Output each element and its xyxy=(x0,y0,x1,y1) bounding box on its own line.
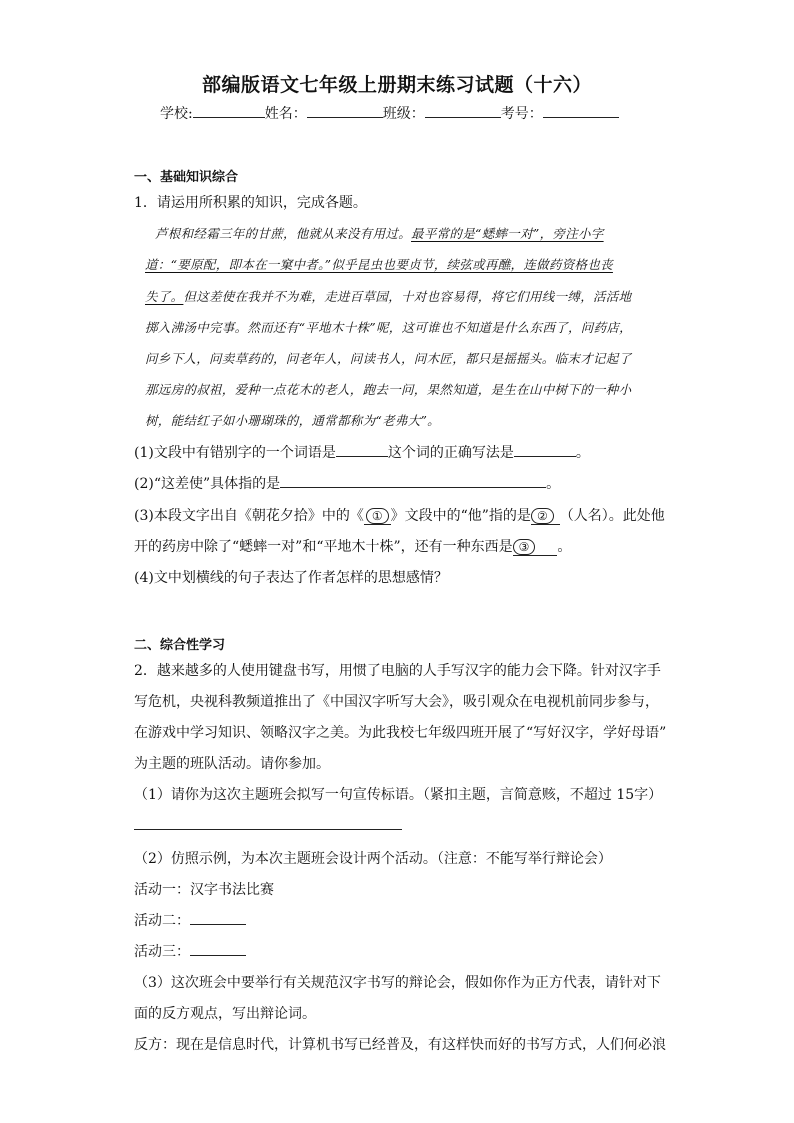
circled-number: ③ xyxy=(513,539,536,555)
name-blank[interactable] xyxy=(307,104,383,118)
circled-number: ① xyxy=(366,508,389,524)
answer-blank[interactable] xyxy=(280,487,546,488)
underlined-sentence: 道：“要原配，即本在一窠中者。”似乎昆虫也要贞节，续弦或再醮，连做药资格也丧 xyxy=(145,257,613,272)
passage-line-7: 树，能结红子如小珊瑚珠的，通常都称为“老弗大”。 xyxy=(145,413,440,428)
part-2-prompt: （2）仿照示例，为本次主题班会设计两个活动。（注意：不能写举行辩论会） xyxy=(134,851,612,867)
opposing-view: 反方：现在是信息时代，计算机书写已经普及，有这样快而好的书写方式，人们何必浪 xyxy=(134,1037,666,1053)
answer-blank[interactable] xyxy=(514,456,576,457)
passage-text: 芦根和经霜三年的甘蔗，他就从来没有用过。 xyxy=(155,226,412,241)
underlined-sentence: 最平常的是“蟋蟀一对”，旁注小字 xyxy=(411,226,604,241)
section-heading-2: 二、综合性学习 xyxy=(134,638,226,653)
slogan-answer-line[interactable] xyxy=(134,829,402,830)
activity-label: 活动二： xyxy=(134,913,190,929)
sub-question-1 xyxy=(134,442,590,462)
passage-line-1 xyxy=(155,224,604,242)
student-info-row xyxy=(160,103,619,123)
sub-question-text: (1)文段中有错别字的一个词语是 xyxy=(134,445,336,461)
question-2-line-3: 在游戏中学习知识、领略汉字之美。为此我校七年级四班开展了“写好汉字，学好母语” xyxy=(134,725,667,741)
question-2-line-1: 2．越来越多的人使用键盘书写，用惯了电脑的人手写汉字的能力会下降。针对汉字手 xyxy=(134,663,661,679)
punctuation: 。 xyxy=(546,476,561,492)
sub-question-2 xyxy=(134,473,560,493)
activity-label: 活动三： xyxy=(134,944,190,960)
sub-question-text: (3)本段文字出自《朝花夕拾》中的《 xyxy=(134,508,364,524)
activity-3 xyxy=(134,941,246,961)
sub-question-3-line-2 xyxy=(134,536,571,556)
exam-no-blank[interactable] xyxy=(543,104,619,118)
question-2-line-2: 写危机，央视科教频道推出了《中国汉字听写大会》，吸引观众在电视机前同步参与， xyxy=(134,694,659,710)
part-1-prompt: （1）请你为这次主题班会拟写一句宣传标语。（紧扣主题，言简意赅，不超过 15字） xyxy=(134,787,663,803)
answer-blank-1[interactable] xyxy=(364,508,391,525)
punctuation: 。 xyxy=(557,539,572,555)
school-blank[interactable] xyxy=(193,104,265,118)
activity-2 xyxy=(134,910,246,930)
answer-blank[interactable] xyxy=(336,456,388,457)
question-2-line-4: 为主题的班队活动。请你参加。 xyxy=(134,756,330,772)
part-3-prompt-line-1: （3）这次班会中要举行有关规范汉字书写的辩论会，假如你作为正方代表，请针对下 xyxy=(134,975,661,991)
activity-1: 活动一：汉字书法比赛 xyxy=(134,882,274,898)
passage-line-5: 问乡下人，问卖草药的，问老年人，问读书人，问木匠，都只是摇摇头。临末才记起了 xyxy=(145,351,632,366)
passage-line-2 xyxy=(145,255,613,273)
question-1-intro: 1．请运用所积累的知识，完成各题。 xyxy=(134,195,367,211)
passage-text: 但这差使在我并不为难，走进百草园，十对也容易得，将它们用线一缚，活活地 xyxy=(183,289,632,304)
passage-line-3 xyxy=(145,287,631,305)
name-label: 姓名： xyxy=(264,106,307,122)
answer-blank-3[interactable] xyxy=(513,539,558,556)
sub-question-3-line-1 xyxy=(134,505,665,525)
punctuation: 。 xyxy=(575,445,590,461)
exam-no-label: 考号： xyxy=(500,106,543,122)
sub-question-4: (4)文中划横线的句子表达了作者怎样的思想感情？ xyxy=(134,570,448,586)
class-label: 班级： xyxy=(382,106,425,122)
page-title: 部编版语文七年级上册期末练习试题（十六） xyxy=(201,74,592,96)
sub-question-text: (2)“这差使”具体指的是 xyxy=(134,476,281,492)
passage-line-4: 掷入沸汤中完事。然而还有“平地木十株”呢，这可谁也不知道是什么东西了，问药店， xyxy=(145,320,632,335)
passage-line-6: 那远房的叔祖，爱种一点花木的老人，跑去一问，果然知道，是生在山中树下的一种小 xyxy=(145,382,632,397)
circled-number: ② xyxy=(531,508,554,524)
sub-question-text: 》文段中的“他”指的是 xyxy=(390,508,531,524)
class-blank[interactable] xyxy=(425,104,501,118)
answer-blank[interactable] xyxy=(190,924,246,925)
section-heading-1: 一、基础知识综合 xyxy=(134,170,239,185)
part-3-prompt-line-2: 面的反方观点，写出辩论词。 xyxy=(134,1006,316,1022)
school-label: 学校: xyxy=(160,106,193,122)
sub-question-text: 开的药房中除了“蟋蟀一对”和“平地木十株”，还有一种东西是 xyxy=(134,539,513,555)
underlined-sentence: 失了。 xyxy=(145,289,184,304)
answer-blank-2[interactable] xyxy=(531,508,560,525)
sub-question-text: 这个词的正确写法是 xyxy=(387,445,514,461)
sub-question-text: （人名）。此处他 xyxy=(559,508,665,524)
answer-blank[interactable] xyxy=(190,955,246,956)
